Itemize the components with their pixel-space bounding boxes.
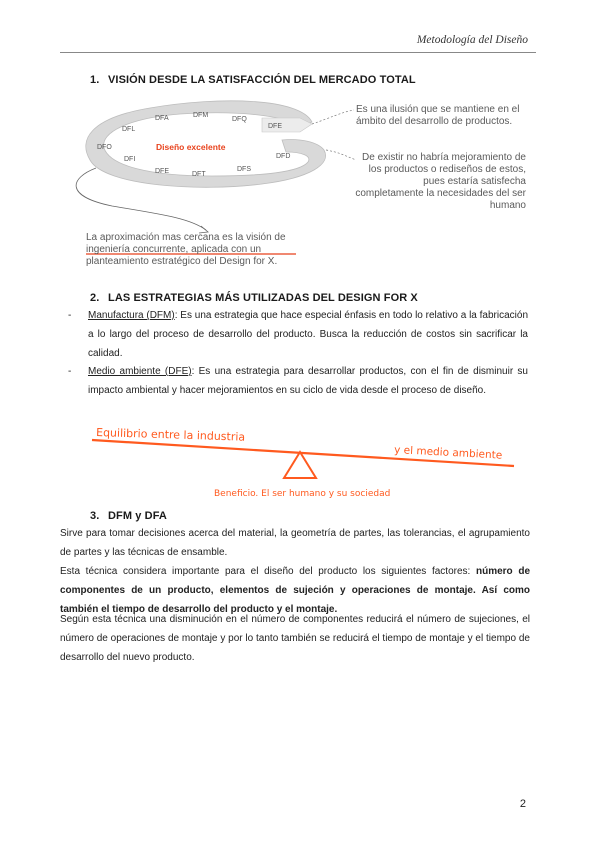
label-dfe-top: DFE: [268, 123, 282, 130]
label-dft: DFT: [192, 171, 206, 178]
section3-p2-bold: número de componentes de un producto, elementos de sujeción y operaciones de montaje. Así como también el tiempo de desarrollo del producto y el montaje.: [60, 566, 531, 615]
connector-mid-right: [326, 150, 356, 160]
strategy-item-dfe: - Medio ambiente (DFE): Es una estrategia para desarrollar productos, con el fin de disminuir su impacto ambiental y hacer mejoramientos en su ciclo de vida desde el proceso de diseño.: [68, 366, 528, 396]
label-dfi: DFI: [124, 156, 136, 163]
section2-heading: [90, 292, 418, 304]
connector-top-right: [312, 110, 354, 124]
label-dfo: DFO: [97, 144, 112, 151]
section2-title: LAS ESTRATEGIAS MÁS UTILIZADAS DEL DESIGN FOR X: [108, 292, 418, 304]
page-number: 2: [519, 798, 526, 810]
section3-paragraph-1: Sirve para tomar decisiones acerca del material, la geometría de partes, las tolerancias, el agrupamiento de partes y las técnicas de ensamble.: [60, 528, 530, 558]
balance-illustration: [92, 426, 514, 499]
note-right-top: Es una ilusión que se mantiene en el ámbito del desarrollo de productos.: [356, 104, 520, 127]
strategy-term-dfm: Manufactura (DFM): [88, 310, 175, 321]
balance-right-text: y el medio ambiente: [393, 444, 503, 462]
strategy-item-dfm: - Manufactura (DFM): Es una estrategia que hace especial énfasis en todo lo relativo a la fabricación a lo largo del proceso de desarrollo del producto. Busca la reducción de costos sin sacrificar la calidad.: [68, 310, 529, 359]
balance-fulcrum: [284, 452, 316, 478]
strategy-text-dfe: : Es una estrategia para desarrollar productos, con el fin de disminuir su impacto ambiental y hacer mejoramientos en su ciclo de vida desde el proceso de diseño.: [88, 366, 528, 396]
label-dfe-bottom: DFE: [155, 168, 169, 175]
section3-number: 3.: [90, 510, 100, 522]
label-dfs: DFS: [237, 166, 251, 173]
balance-left-text: Equilibrio entre la industria: [95, 426, 246, 444]
label-dfl: DFL: [122, 126, 136, 133]
section2-number: 2.: [90, 292, 100, 304]
label-dfa: DFA: [155, 115, 169, 122]
strategy-term-dfe: Medio ambiente (DFE): [88, 366, 192, 377]
header-title: Metodología del Diseño: [416, 34, 528, 46]
note-right-bottom: De existir no habría mejoramiento de los productos o rediseños de estos, pues estaría satisfecha completamente la necesidades del ser humano: [355, 152, 526, 211]
section3-paragraph-3: Según esta técnica una disminución en el número de componentes reducirá el número de sujeciones, el número de operaciones de montaje y por lo tanto también se reducirá el tiempo de montaje y el tiempo de desarrollo del nuevo producto.: [60, 614, 530, 663]
note-bottom-left: La aproximación mas cercana es la visión de ingeniería concurrente, aplicada con un planteamiento estratégico del Design for X.: [86, 232, 286, 267]
label-dfq: DFQ: [232, 116, 247, 123]
section3-p2-normal: Esta técnica considera importante para el diseño del producto los siguientes factores:: [60, 566, 476, 577]
balance-bottom-text: Beneficio. El ser humano y su sociedad: [214, 489, 391, 499]
section1-number: 1.: [90, 74, 100, 86]
label-dfd: DFD: [276, 153, 291, 160]
center-label: Diseño excelente: [156, 142, 226, 152]
section3-heading: [90, 510, 167, 522]
strategy-text-dfm: : Es una estrategia que hace especial énfasis en todo lo relativo a la fabricación a lo largo del proceso de desarrollo del producto. Busca la reducción de costos sin sacrificar la calidad.: [88, 310, 529, 359]
section1-title: VISIÓN DESDE LA SATISFACCIÓN DEL MERCADO TOTAL: [108, 74, 416, 86]
label-dfm: DFM: [193, 112, 209, 119]
section3-title: DFM y DFA: [108, 510, 167, 522]
